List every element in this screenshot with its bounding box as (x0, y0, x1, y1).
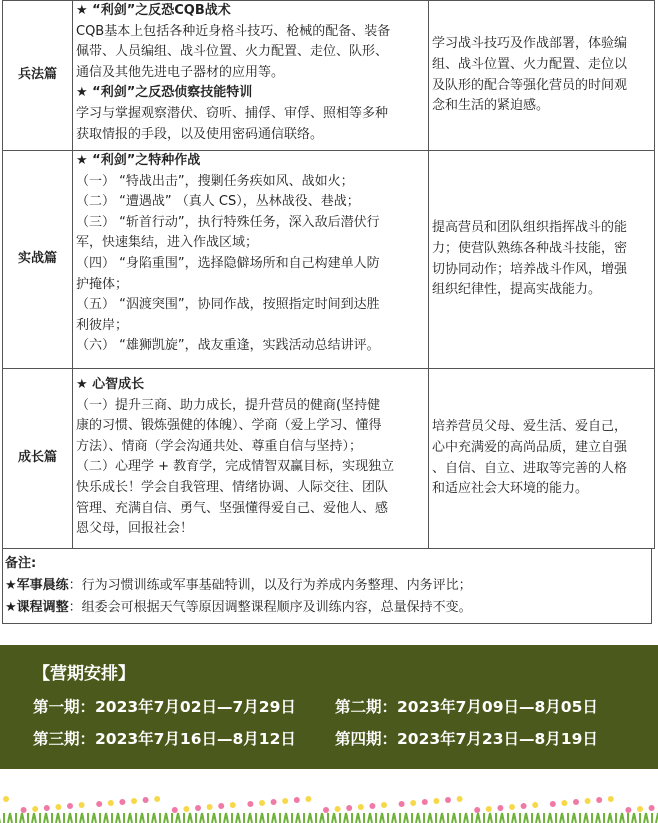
section-heading: ★ “利剑”之反恐CQB战术 (76, 3, 231, 18)
grass-blade (58, 813, 60, 823)
table-row (3, 369, 655, 549)
grass-blade (550, 813, 552, 823)
grass-blade (442, 813, 444, 823)
grass-blade (226, 813, 228, 823)
period-4: 第四期：2023年7月23日—8月19日 (335, 730, 598, 748)
content-line: 利彼岸； (76, 317, 129, 333)
flower (457, 796, 463, 802)
goal-cell (429, 1, 655, 151)
flower (596, 797, 602, 803)
content-cell (73, 1, 429, 151)
content-line: （二） “遭遇战” （真人 CS），丛林战役、巷战； (76, 194, 360, 210)
grass-blade (166, 813, 168, 823)
schedule-row (33, 695, 598, 717)
grass-blade (106, 813, 108, 823)
grass-blade (262, 813, 264, 823)
flower (532, 802, 538, 808)
flower (143, 797, 149, 803)
flower (335, 806, 341, 812)
flower (21, 807, 27, 813)
note-label: ★课程调整 (5, 600, 69, 615)
flower (55, 804, 61, 810)
flower (67, 803, 73, 809)
grass-blade (154, 813, 156, 823)
grass-blade (34, 813, 36, 823)
flower (3, 796, 9, 802)
goal-line: 组织纪律性，提高实战能力。 (432, 282, 602, 298)
goal-line: 力；使营队熟练各种战斗技能，密 (432, 240, 628, 256)
content-line: 管理、充满自信、勇气、坚强懂得爱自己、爱他人、感 (76, 500, 389, 516)
content-line: （四） “身陷重围”，选择隐僻场所和自己构建单人防 (76, 255, 380, 271)
grass-blade (598, 813, 600, 823)
grass-blade (190, 813, 192, 823)
grass-blade (214, 813, 216, 823)
category-cell: 兵法篇 (3, 1, 73, 151)
flower (608, 796, 614, 802)
grass-blade (118, 813, 120, 823)
grass-blade (490, 813, 492, 823)
flower (294, 797, 300, 803)
content-line: （五） “泅渡突围”，协同作战，按照指定时间到达胜 (76, 297, 380, 313)
note-text: ：组委会可根据天气等原因调整课程顺序及训练内容，总量保持不变。 (68, 600, 472, 615)
flower (346, 805, 352, 811)
grass-blade (502, 813, 504, 823)
grass-blade (634, 813, 636, 823)
grass-blade (370, 813, 372, 823)
flower (195, 805, 201, 811)
flower (172, 807, 178, 813)
content-line: 护掩体； (76, 276, 129, 292)
grass-blade (202, 813, 204, 823)
grass-blade (238, 813, 240, 823)
flower (271, 799, 277, 805)
grass-blade (346, 813, 348, 823)
content-line: 军，快速集结，进入作战区域； (76, 235, 259, 251)
content-line: 方法）、情商（学会沟通共处、尊重自信与坚持）； (76, 438, 363, 454)
content-line: CQB基本上包括各种近身格斗技巧、枪械的配备、装备 (76, 23, 391, 39)
grass-blade (586, 813, 588, 823)
grass-blade (430, 813, 432, 823)
flower (230, 802, 236, 808)
flower (119, 799, 125, 805)
grass-blade (646, 813, 648, 823)
grass-blade (142, 813, 144, 823)
flower (154, 796, 160, 802)
flower (649, 805, 655, 811)
grass-blade (358, 813, 360, 823)
goal-line: 及队形的配合等强化营员的时间观 (432, 77, 628, 93)
goal-line: 念和生活的紧迫感。 (432, 98, 550, 114)
flower (305, 796, 311, 802)
flower (486, 806, 492, 812)
flower (637, 806, 643, 812)
flower (625, 807, 631, 813)
grass-blade (334, 813, 336, 823)
table-row (3, 1, 655, 151)
flower (44, 805, 50, 811)
grass-blade (94, 813, 96, 823)
notes-box (2, 548, 652, 624)
note-item (5, 575, 649, 597)
notes-title: 备注: (5, 556, 37, 571)
flower (183, 806, 189, 812)
flower (573, 799, 579, 805)
content-line: 通信及其他先进电子器材的应用等。 (76, 64, 285, 80)
flower (445, 797, 451, 803)
grass-blade (130, 813, 132, 823)
content-line: 佩带、人员编组、战斗位置、火力配置、走位、队形、 (76, 44, 389, 60)
grass-blade (610, 813, 612, 823)
note-item (5, 597, 649, 619)
grass-blade (538, 813, 540, 823)
flower (282, 798, 288, 804)
goal-cell (429, 151, 655, 369)
grass-blade (286, 813, 288, 823)
content-cell (73, 369, 429, 549)
content-line: （一）提升三商、助力成长，提升营员的健商(坚持健 (76, 397, 381, 413)
period-1: 第一期：2023年7月02日—7月29日 (33, 698, 296, 716)
flower (218, 803, 224, 809)
flower (259, 800, 265, 806)
period-2: 第二期：2023年7月09日—8月05日 (335, 698, 598, 716)
flower (399, 801, 405, 807)
content-line: 康的习惯、锻炼强健的体魄）、学商（爱上学习、懂得 (76, 418, 382, 434)
goal-cell (429, 369, 655, 549)
flower (497, 805, 503, 811)
grass-blade (622, 813, 624, 823)
grass-blade (454, 813, 456, 823)
section-heading: ★ “利剑”之反恐侦察技能特训 (76, 85, 253, 101)
note-text: ：行为习惯训练或军事基础特训，以及行为养成内务整理、内务评比； (68, 578, 472, 593)
flower (509, 804, 515, 810)
schedule-row (33, 727, 598, 749)
grass-blade (526, 813, 528, 823)
flower (422, 799, 428, 805)
flower (131, 798, 137, 804)
grass-blade (574, 813, 576, 823)
period-3: 第三期：2023年7月16日—8月12日 (33, 730, 296, 748)
goal-line: 培养营员父母、爱生活、爱自己， (432, 419, 628, 435)
goal-line: 、自信、自立、进取等完善的人格 (432, 460, 628, 476)
goal-line: 和适应社会大环境的能力。 (432, 481, 589, 497)
grass-blade (418, 813, 420, 823)
schedule-banner (0, 645, 658, 769)
goal-line: 提高营员和团队组织指挥战斗的能 (432, 220, 628, 236)
grass-blade (310, 813, 312, 823)
section-heading: ★ “利剑”之特种作战 (76, 153, 201, 168)
grass-blade (46, 813, 48, 823)
goal-line: 学习战斗技巧及作战部署，体验编 (432, 36, 628, 52)
flower (561, 800, 567, 806)
flower (323, 807, 329, 813)
flower (207, 804, 213, 810)
grass-blade (298, 813, 300, 823)
flower (521, 803, 527, 809)
category-cell: 实战篇 (3, 151, 73, 369)
flower-border-decoration (0, 769, 658, 823)
flower (369, 803, 375, 809)
category-cell: 成长篇 (3, 369, 73, 549)
section-heading: ★ 心智成长 (76, 377, 145, 392)
flower (433, 798, 439, 804)
grass-blade (178, 813, 180, 823)
grass-blade (514, 813, 516, 823)
goal-line: 切协同动作；培养战斗作风，增强 (432, 261, 628, 277)
content-line: （三） “斩首行动”，执行特殊任务，深入敌后潜伏行 (76, 214, 380, 230)
content-line: 获取情报的手段，以及使用密码通信联络。 (76, 126, 324, 142)
table-row (3, 151, 655, 369)
content-line: （一） “特战出击”，搜剿任务疾如风、战如火； (76, 173, 354, 189)
goal-line: 心中充满爱的高尚品质，建立自强 (432, 439, 628, 455)
content-line: （六） “雄狮凯旋”，战友重逢，实践活动总结讲评。 (76, 338, 380, 354)
grass-blade (82, 813, 84, 823)
grass-blade (250, 813, 252, 823)
flower (381, 802, 387, 808)
grass-blade (70, 813, 72, 823)
grass-blade (394, 813, 396, 823)
grass-blade (22, 813, 24, 823)
content-cell (73, 151, 429, 369)
flower (79, 802, 85, 808)
grass-blade (274, 813, 276, 823)
flower (108, 800, 114, 806)
content-line: （二）心理学 + 教育学，完成情智双赢目标，实现独立 (76, 459, 395, 475)
flower (96, 801, 102, 807)
flower (247, 801, 253, 807)
grass-blade (466, 813, 468, 823)
flower (410, 800, 416, 806)
content-line: 快乐成长！学会自我管理、情绪协调、人际交往、团队 (76, 479, 389, 495)
grass-blade (562, 813, 564, 823)
flower (474, 807, 480, 813)
grass-blade (10, 813, 12, 823)
content-line: 恩父母，回报社会！ (76, 521, 194, 537)
note-label: ★军事晨练 (5, 578, 69, 593)
flower (585, 798, 591, 804)
grass-blade (478, 813, 480, 823)
schedule-title: 【营期安排】 (33, 664, 135, 684)
grass-blade (382, 813, 384, 823)
flower (550, 801, 556, 807)
flower (358, 804, 364, 810)
grass-blade (322, 813, 324, 823)
flower (32, 806, 38, 812)
curriculum-table (2, 0, 655, 549)
content-line: 学习与掌握观察潜伏、窃听、捕俘、审俘、照相等多种 (76, 105, 389, 121)
goal-line: 组、战斗位置、火力配置、走位以 (432, 56, 628, 72)
grass-blade (406, 813, 408, 823)
